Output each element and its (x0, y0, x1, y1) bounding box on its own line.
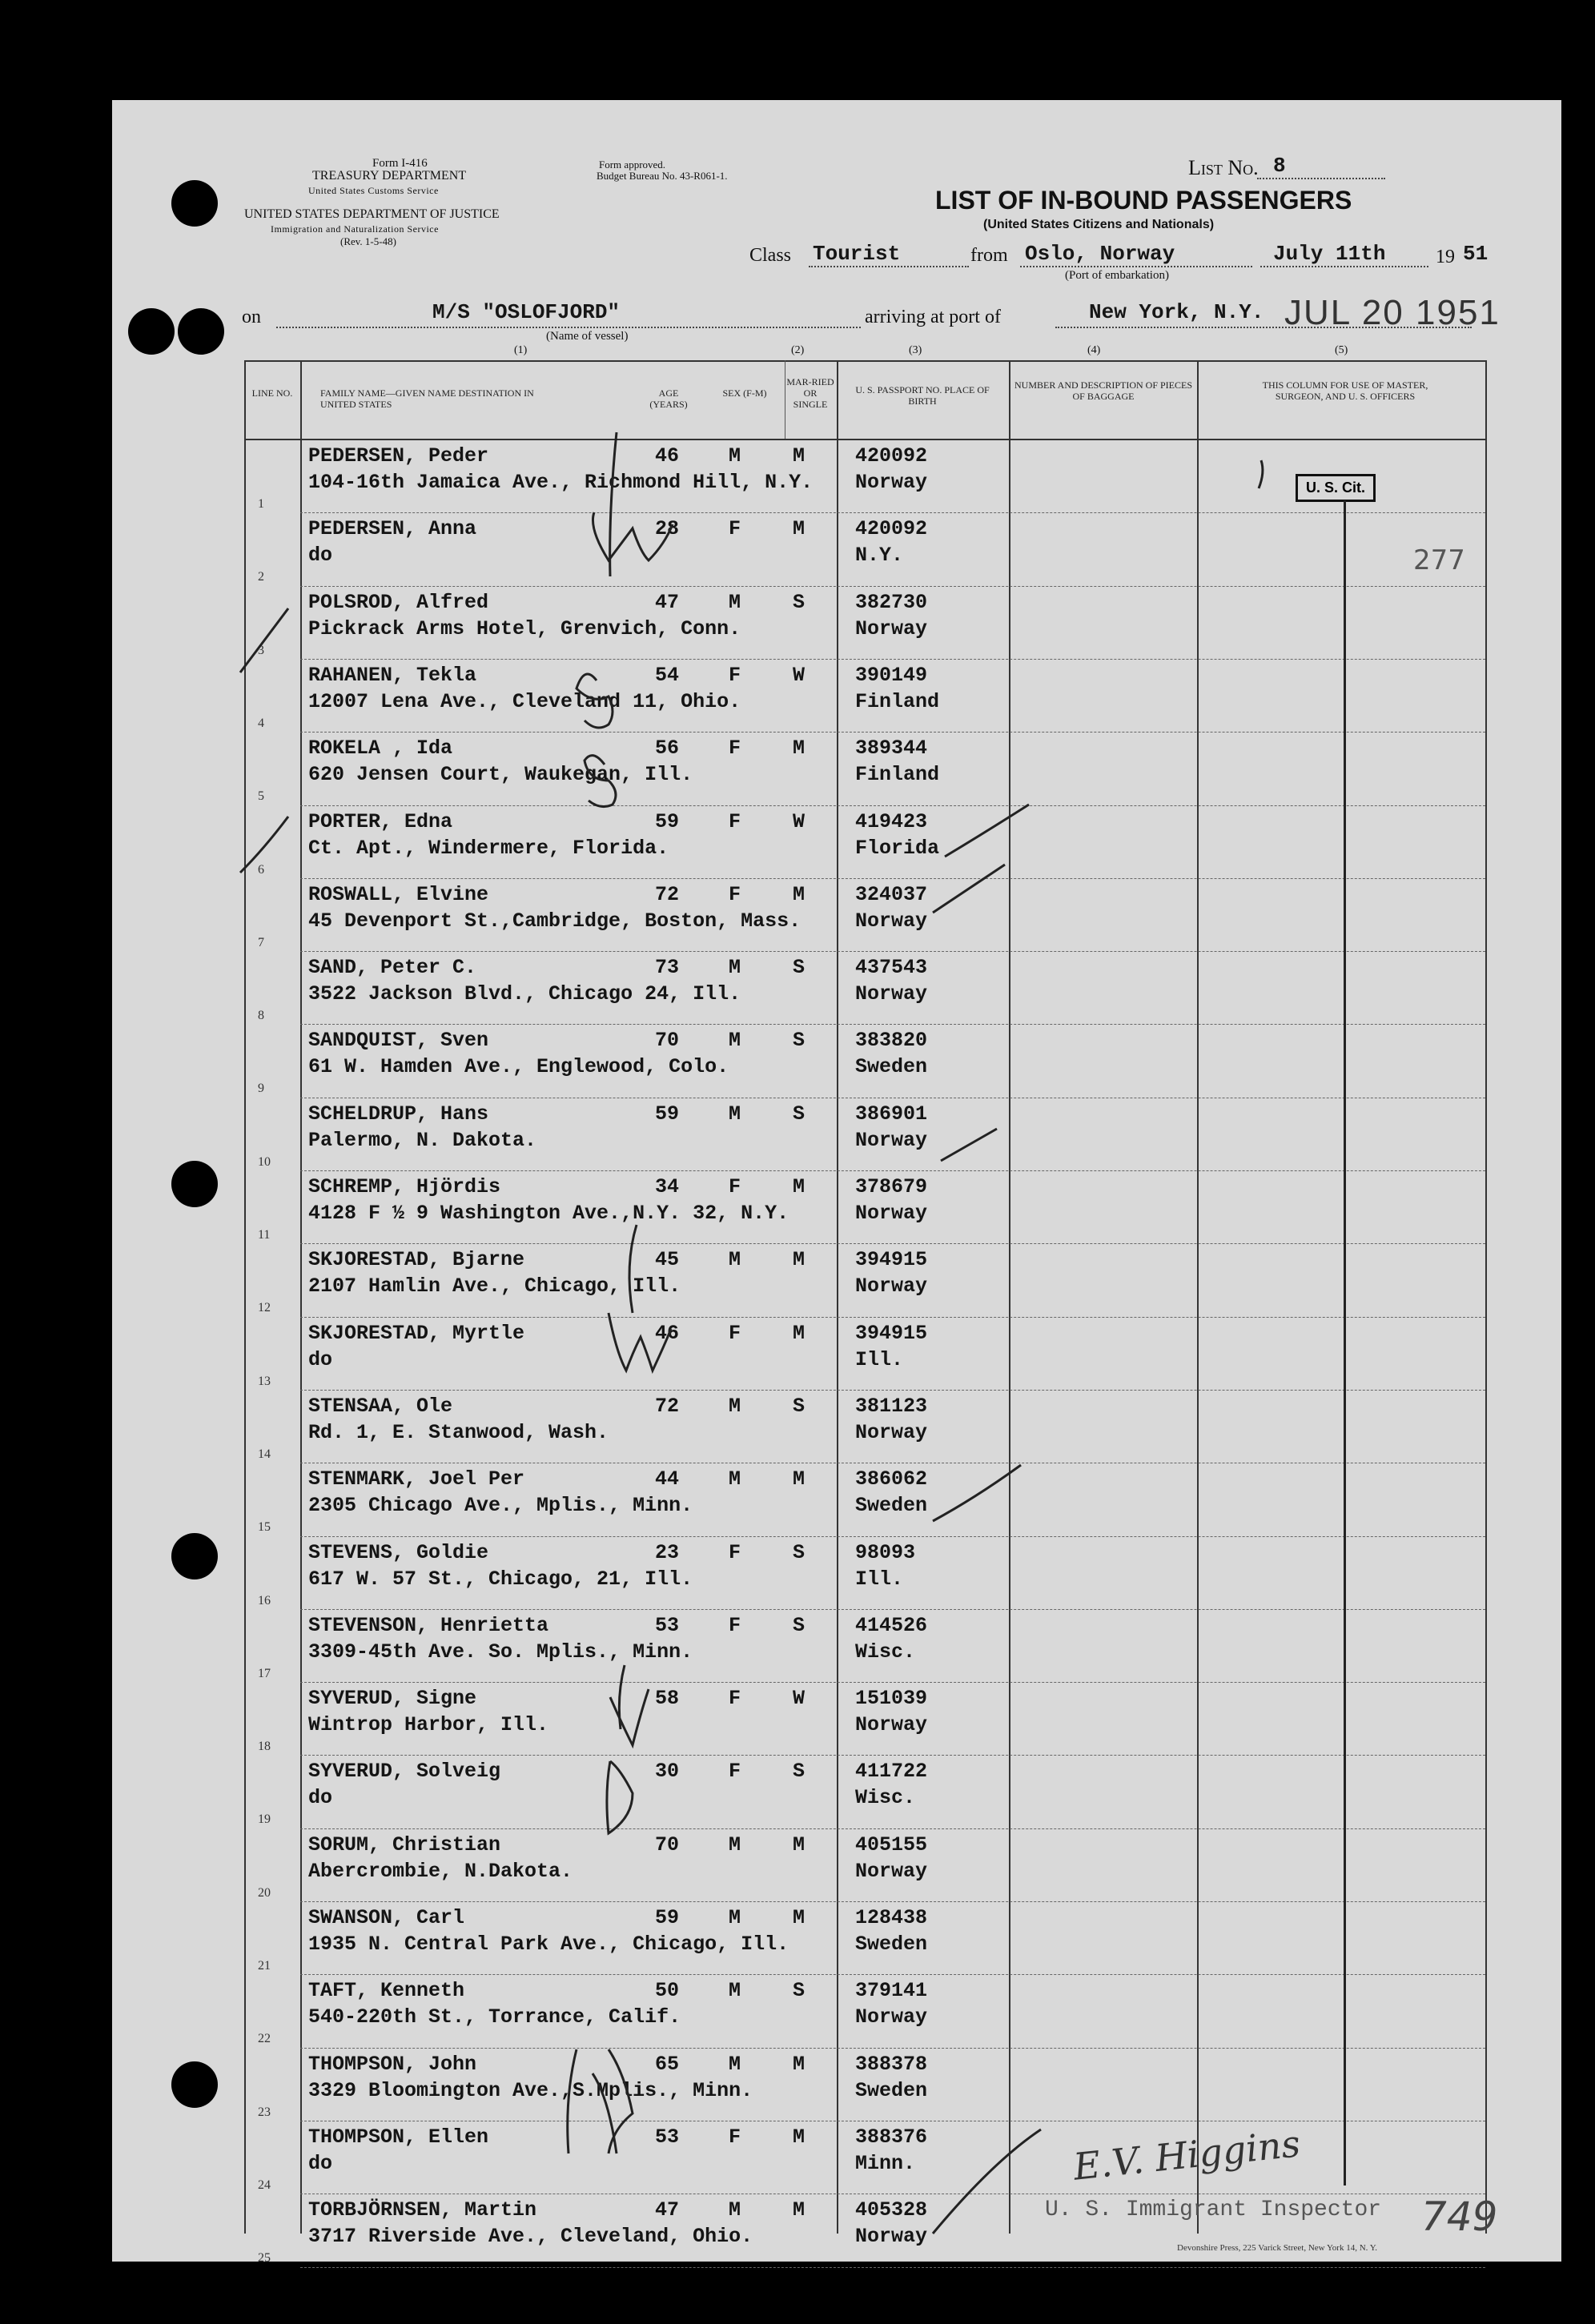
passport-number: 98093 (855, 1540, 916, 1564)
passenger-name: TAFT, Kenneth (308, 1979, 465, 2003)
corner-number: 749 (1421, 2194, 1498, 2240)
line-number: 16 (258, 1593, 271, 1608)
passenger-marital-status: S (793, 590, 806, 614)
line-number: 5 (258, 789, 264, 804)
passenger-name: SAND, Peter C. (308, 956, 477, 980)
passenger-sex: F (729, 1175, 741, 1198)
passenger-destination: 61 W. Hamden Ave., Englewood, Colo. (308, 1055, 729, 1079)
vessel-label: (Name of vessel) (546, 330, 629, 343)
passenger-age: 53 (655, 1613, 680, 1637)
passport-number: 405155 (855, 1832, 928, 1856)
justice-label: UNITED STATES DEPARTMENT OF JUSTICE (244, 207, 500, 221)
passenger-sex: F (729, 1540, 741, 1564)
passenger-age: 46 (655, 444, 680, 468)
page-title: LIST OF IN-BOUND PASSENGERS (935, 186, 1352, 215)
passenger-name: STEVENSON, Henrietta (308, 1613, 549, 1637)
inspector-signature: E.V. Higgins (1071, 2121, 1303, 2189)
col-header-sex: SEX (F-M) (722, 387, 767, 399)
place-of-birth: Wisc. (855, 1640, 916, 1664)
col-number: (1) (514, 344, 528, 356)
place-of-birth: Norway (855, 1713, 928, 1737)
passenger-age: 45 (655, 1248, 680, 1272)
passenger-destination: Pickrack Arms Hotel, Grenvich, Conn. (308, 616, 741, 640)
passenger-marital-status: W (793, 809, 806, 833)
passenger-sex: M (729, 1394, 741, 1418)
treasury-label: TREASURY DEPARTMENT (312, 169, 467, 183)
line-number: 24 (258, 2177, 271, 2192)
line-number: 6 (258, 862, 264, 877)
passenger-age: 72 (655, 1394, 680, 1418)
line-number: 20 (258, 1885, 271, 1900)
place-of-birth: Minn. (855, 2151, 916, 2175)
passenger-name: THOMPSON, John (308, 2052, 477, 2076)
passenger-name: TORBJÖRNSEN, Martin (308, 2198, 537, 2222)
revision-label: (Rev. 1-5-48) (340, 235, 396, 247)
year-suffix: 51 (1463, 242, 1489, 266)
line-number: 4 (258, 716, 264, 730)
passenger-age: 70 (655, 1832, 680, 1856)
place-of-birth: Sweden (855, 1055, 928, 1079)
passenger-sex: M (729, 1832, 741, 1856)
passport-number: 383820 (855, 1029, 928, 1053)
passenger-name: PEDERSEN, Anna (308, 517, 477, 541)
passenger-marital-status: S (793, 1979, 806, 2003)
place-of-birth: Norway (855, 2005, 928, 2029)
place-of-birth: Norway (855, 1202, 928, 1225)
passenger-marital-status: S (793, 1394, 806, 1418)
budget-bureau: Budget Bureau No. 43-R061-1. (597, 170, 728, 182)
passenger-name: SORUM, Christian (308, 1832, 501, 1856)
place-of-birth: Ill. (855, 1347, 904, 1371)
passenger-age: 59 (655, 1906, 680, 1929)
place-of-birth: Norway (855, 616, 928, 640)
customs-label: United States Customs Service (308, 185, 439, 196)
passport-number: 389344 (855, 737, 928, 761)
line-number: 12 (258, 1301, 271, 1315)
passport-number: 405328 (855, 2198, 928, 2222)
passenger-age: 65 (655, 2052, 680, 2076)
passenger-age: 30 (655, 1760, 680, 1784)
officer-note: 277 (1413, 544, 1465, 576)
passenger-age: 23 (655, 1540, 680, 1564)
line-number: 25 (258, 2251, 271, 2266)
passport-number: 386901 (855, 1102, 928, 1126)
passenger-sex: M (729, 1029, 741, 1053)
passenger-sex: F (729, 1321, 741, 1345)
passenger-age: 70 (655, 1029, 680, 1053)
class-value: Tourist (813, 242, 901, 266)
passenger-sex: M (729, 2052, 741, 2076)
passenger-destination: 45 Devenport St.,Cambridge, Boston, Mass. (308, 909, 802, 933)
line-number: 11 (258, 1228, 271, 1242)
passenger-marital-status: W (793, 663, 806, 687)
passenger-destination: 617 W. 57 St., Chicago, 21, Ill. (308, 1567, 693, 1591)
passenger-destination: Rd. 1, E. Stanwood, Wash. (308, 1420, 609, 1444)
passenger-marital-status: M (793, 2052, 806, 2076)
passenger-sex: M (729, 1102, 741, 1126)
from-value: Oslo, Norway (1025, 242, 1175, 266)
col-header-officers: THIS COLUMN FOR USE OF MASTER, SURGEON, AND U. S. OFFICERS (1262, 379, 1428, 402)
inspector-title: U. S. Immigrant Inspector (1045, 2198, 1382, 2222)
passenger-marital-status: W (793, 1687, 806, 1711)
col-number: (3) (909, 344, 922, 356)
passport-number: 151039 (855, 1687, 928, 1711)
passport-number: 386062 (855, 1467, 928, 1491)
line-number: 8 (258, 1009, 264, 1023)
passenger-marital-status: M (793, 1467, 806, 1491)
passenger-sex: M (729, 1979, 741, 2003)
passenger-name: SANDQUIST, Sven (308, 1029, 489, 1053)
line-number: 2 (258, 570, 264, 584)
passenger-age: 54 (655, 663, 680, 687)
passport-number: 388378 (855, 2052, 928, 2076)
passenger-name: SKJORESTAD, Bjarne (308, 1248, 525, 1272)
passenger-sex: M (729, 1248, 741, 1272)
list-no-label: List No. (1188, 156, 1259, 179)
class-label: Class (749, 245, 792, 266)
passenger-age: 56 (655, 737, 680, 761)
passport-number: 420092 (855, 517, 928, 541)
passport-number: 394915 (855, 1248, 928, 1272)
place-of-birth: N.Y. (855, 544, 904, 568)
passenger-age: 47 (655, 2198, 680, 2222)
place-of-birth: Norway (855, 471, 928, 494)
passenger-age: 53 (655, 2125, 680, 2149)
passenger-destination: 2107 Hamlin Ave., Chicago, Ill. (308, 1274, 681, 1298)
passenger-name: SCHELDRUP, Hans (308, 1102, 489, 1126)
place-of-birth: Finland (855, 689, 940, 713)
passenger-destination: do (308, 544, 333, 568)
col-header-married: MAR-RIED OR SINGLE (786, 376, 834, 410)
port-embarkation-label: (Port of embarkation) (1065, 269, 1169, 282)
form-approved: Form approved. (599, 159, 666, 171)
passenger-marital-status: M (793, 1248, 806, 1272)
line-number: 13 (258, 1374, 271, 1388)
list-no-value: 8 (1273, 154, 1286, 178)
passenger-name: SCHREMP, Hjördis (308, 1175, 501, 1198)
passenger-age: 59 (655, 809, 680, 833)
passenger-name: SYVERUD, Solveig (308, 1760, 501, 1784)
passenger-marital-status: M (793, 2198, 806, 2222)
passenger-marital-status: M (793, 517, 806, 541)
arrival-port: New York, N.Y. (1089, 300, 1264, 324)
passenger-name: STENSAA, Ole (308, 1394, 453, 1418)
year-prefix: 19 (1436, 247, 1455, 267)
passenger-destination: Wintrop Harbor, Ill. (308, 1713, 549, 1737)
passenger-name: STENMARK, Joel Per (308, 1467, 525, 1491)
passenger-name: SYVERUD, Signe (308, 1687, 477, 1711)
line-number: 19 (258, 1812, 271, 1827)
line-number: 1 (258, 497, 264, 511)
passenger-marital-status: M (793, 1321, 806, 1345)
passport-number: 419423 (855, 809, 928, 833)
col-number: (5) (1335, 344, 1348, 356)
passenger-age: 46 (655, 1321, 680, 1345)
passenger-destination: 4128 F ½ 9 Washington Ave.,N.Y. 32, N.Y. (308, 1202, 789, 1225)
passport-number: 414526 (855, 1613, 928, 1637)
line-number: 17 (258, 1666, 271, 1680)
passenger-marital-status: M (793, 1832, 806, 1856)
passenger-sex: M (729, 1467, 741, 1491)
place-of-birth: Wisc. (855, 1786, 916, 1810)
passport-number: 381123 (855, 1394, 928, 1418)
passenger-destination: do (308, 1347, 333, 1371)
printer-credit: Devonshire Press, 225 Varick Street, New York 14, N. Y. (1177, 2243, 1378, 2253)
passenger-age: 50 (655, 1979, 680, 2003)
passenger-sex: F (729, 517, 741, 541)
passenger-age: 72 (655, 882, 680, 906)
passenger-destination: 620 Jensen Court, Waukegan, Ill. (308, 763, 693, 787)
passenger-sex: F (729, 882, 741, 906)
line-number: 14 (258, 1447, 271, 1461)
col-number: (2) (791, 344, 805, 356)
passenger-name: STEVENS, Goldie (308, 1540, 489, 1564)
line-number: 3 (258, 643, 264, 657)
passenger-age: 47 (655, 590, 680, 614)
line-number: 10 (258, 1154, 271, 1169)
passenger-name: SWANSON, Carl (308, 1906, 465, 1929)
on-label: on (242, 307, 261, 327)
passenger-sex: F (729, 809, 741, 833)
passenger-destination: do (308, 1786, 333, 1810)
passenger-age: 73 (655, 956, 680, 980)
col-header-age: AGE (YEARS) (649, 387, 688, 410)
passenger-marital-status: M (793, 882, 806, 906)
citizen-stamp: U. S. Cit. (1296, 474, 1376, 502)
place-of-birth: Norway (855, 1128, 928, 1152)
place-of-birth: Norway (855, 1859, 928, 1883)
passport-number: 128438 (855, 1906, 928, 1929)
passenger-marital-status: M (793, 737, 806, 761)
passenger-name: PORTER, Edna (308, 809, 453, 833)
line-number: 9 (258, 1082, 264, 1096)
passenger-name: SKJORESTAD, Myrtle (308, 1321, 525, 1345)
place-of-birth: Sweden (855, 2078, 928, 2102)
passport-number: 378679 (855, 1175, 928, 1198)
col-number: (4) (1087, 344, 1101, 356)
passenger-sex: M (729, 1906, 741, 1929)
passenger-age: 28 (655, 517, 680, 541)
page-subtitle: (United States Citizens and Nationals) (983, 218, 1215, 231)
passport-number: 324037 (855, 882, 928, 906)
passenger-destination: 3717 Riverside Ave., Cleveland, Ohio. (308, 2225, 753, 2249)
passport-number: 390149 (855, 663, 928, 687)
place-of-birth: Norway (855, 909, 928, 933)
col-header-name: FAMILY NAME—GIVEN NAME DESTINATION IN UNITED STATES (320, 387, 534, 410)
passport-number: 411722 (855, 1760, 928, 1784)
passenger-destination: 104-16th Jamaica Ave., Richmond Hill, N.Y. (308, 471, 814, 494)
place-of-birth: Norway (855, 2225, 928, 2249)
passenger-sex: M (729, 444, 741, 468)
col-header-line: LINE NO. (251, 387, 293, 399)
passenger-sex: F (729, 663, 741, 687)
passenger-age: 34 (655, 1175, 680, 1198)
place-of-birth: Norway (855, 982, 928, 1006)
place-of-birth: Norway (855, 1274, 928, 1298)
passenger-destination: 540-220th St., Torrance, Calif. (308, 2005, 681, 2029)
passenger-marital-status: S (793, 1613, 806, 1637)
passport-number: 388376 (855, 2125, 928, 2149)
passenger-sex: F (729, 1760, 741, 1784)
passenger-sex: M (729, 956, 741, 980)
passenger-sex: M (729, 590, 741, 614)
passport-number: 379141 (855, 1979, 928, 2003)
passenger-name: RAHANEN, Tekla (308, 663, 477, 687)
passenger-marital-status: S (793, 1540, 806, 1564)
passenger-destination: Palermo, N. Dakota. (308, 1128, 537, 1152)
passenger-marital-status: S (793, 1102, 806, 1126)
vessel-value: M/S "OSLOFJORD" (432, 300, 621, 324)
passenger-destination: Ct. Apt., Windermere, Florida. (308, 836, 669, 860)
passenger-destination: do (308, 2151, 333, 2175)
place-of-birth: Sweden (855, 1933, 928, 1956)
passenger-destination: 3329 Bloomington Ave.,S.Mplis., Minn. (308, 2078, 753, 2102)
line-number: 18 (258, 1740, 271, 1754)
passenger-sex: M (729, 2198, 741, 2222)
passenger-name: ROSWALL, Elvine (308, 882, 489, 906)
place-of-birth: Norway (855, 1420, 928, 1444)
passenger-marital-status: S (793, 1760, 806, 1784)
passenger-destination: 2305 Chicago Ave., Mplis., Minn. (308, 1494, 693, 1518)
line-number: 22 (258, 2032, 271, 2046)
passenger-sex: F (729, 1613, 741, 1637)
passenger-destination: Abercrombie, N.Dakota. (308, 1859, 573, 1883)
place-of-birth: Sweden (855, 1494, 928, 1518)
line-number: 15 (258, 1520, 271, 1535)
place-of-birth: Ill. (855, 1567, 904, 1591)
ins-label: Immigration and Naturalization Service (271, 223, 439, 235)
place-of-birth: Finland (855, 763, 940, 787)
passenger-destination: 3309-45th Ave. So. Mplis., Minn. (308, 1640, 693, 1664)
line-number: 21 (258, 1959, 271, 1973)
passport-number: 382730 (855, 590, 928, 614)
date-value: July 11th (1273, 242, 1386, 266)
passenger-marital-status: M (793, 1175, 806, 1198)
line-number: 23 (258, 2105, 271, 2119)
passenger-sex: F (729, 737, 741, 761)
passenger-destination: 12007 Lena Ave., Cleveland 11, Ohio. (308, 689, 741, 713)
passenger-name: THOMPSON, Ellen (308, 2125, 489, 2149)
passenger-age: 44 (655, 1467, 680, 1491)
passenger-destination: 3522 Jackson Blvd., Chicago 24, Ill. (308, 982, 741, 1006)
passenger-age: 59 (655, 1102, 680, 1126)
arriving-label: arriving at port of (865, 307, 1001, 327)
passenger-sex: F (729, 2125, 741, 2149)
col-header-passport: U. S. PASSPORT NO. PLACE OF BIRTH (855, 384, 990, 407)
place-of-birth: Florida (855, 836, 940, 860)
passport-number: 437543 (855, 956, 928, 980)
passenger-name: ROKELA , Ida (308, 737, 453, 761)
line-number: 7 (258, 935, 264, 949)
passenger-marital-status: M (793, 444, 806, 468)
passport-number: 394915 (855, 1321, 928, 1345)
passenger-name: PEDERSEN, Peder (308, 444, 489, 468)
passenger-destination: 1935 N. Central Park Ave., Chicago, Ill. (308, 1933, 789, 1956)
passenger-marital-status: S (793, 956, 806, 980)
passenger-marital-status: M (793, 2125, 806, 2149)
passenger-marital-status: S (793, 1029, 806, 1053)
passenger-marital-status: M (793, 1906, 806, 1929)
col-header-baggage: NUMBER AND DESCRIPTION OF PIECES OF BAGGAGE (1014, 379, 1193, 402)
date-stamp: JUL 20 1951 (1284, 293, 1501, 332)
from-label: from (970, 245, 1008, 266)
passport-number: 420092 (855, 444, 928, 468)
passenger-age: 58 (655, 1687, 680, 1711)
passenger-name: POLSROD, Alfred (308, 590, 489, 614)
passenger-sex: F (729, 1687, 741, 1711)
form-id: Form I-416 (372, 157, 428, 170)
